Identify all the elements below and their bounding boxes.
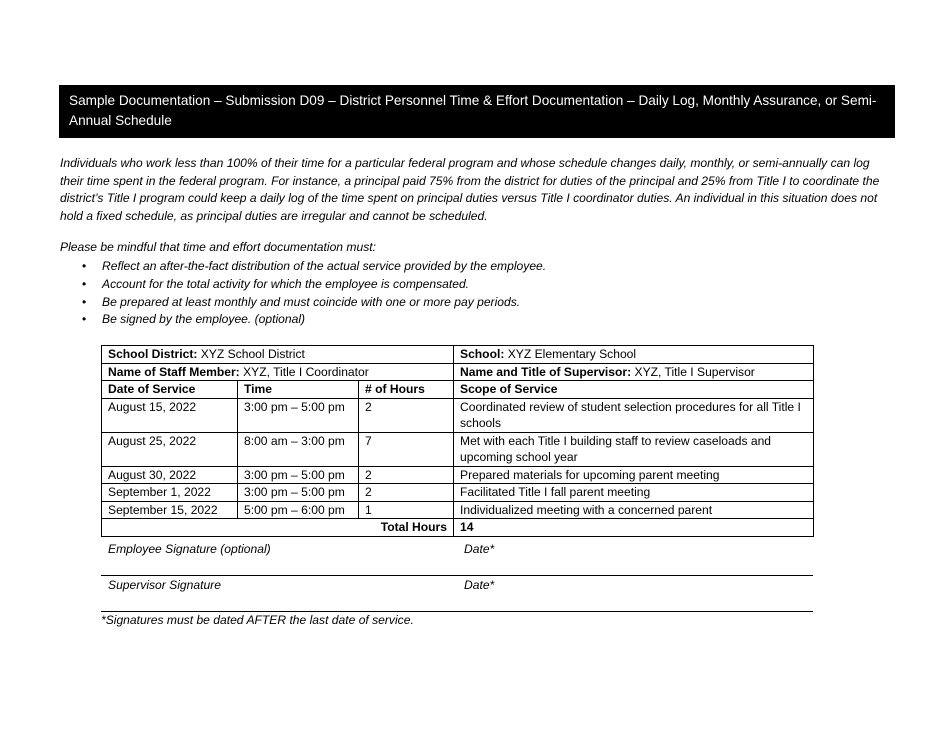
staff-row <box>102 363 814 381</box>
bullet-icon: • <box>82 294 87 309</box>
list-item: • Account for the total activity for which the employee is compensated. <box>82 276 546 294</box>
column-header: # of Hours <box>359 381 454 399</box>
signature-note: *Signatures must be dated AFTER the last date of service. <box>101 613 414 627</box>
table-row: September 15, 2022 5:00 pm – 6:00 pm 1 Individualized meeting with a concerned parent <box>102 501 814 519</box>
bullet-icon: • <box>82 276 87 291</box>
time-effort-log-table <box>101 345 814 537</box>
supervisor-date-label: Date* <box>464 578 495 592</box>
document-title: Sample Documentation – Submission D09 – District Personnel Time & Effort Documentation – Daily Log, Monthly Assurance, or Semi-Annual Schedule <box>69 93 877 128</box>
requirements-list <box>82 258 546 329</box>
mindful-heading: Please be mindful that time and effort documentation must: <box>60 240 376 254</box>
staff-member-cell: Name of Staff Member: XYZ, Title I Coordinator <box>102 363 454 381</box>
total-hours-value: 14 <box>454 519 814 537</box>
list-item: • Be signed by the employee. (optional) <box>82 311 546 329</box>
employee-date-label: Date* <box>464 542 495 556</box>
supervisor-cell: Name and Title of Supervisor: XYZ, Title I Supervisor <box>454 363 814 381</box>
list-item: • Reflect an after-the-fact distribution of the actual service provided by the employee. <box>82 258 546 276</box>
table-row: August 15, 2022 3:00 pm – 5:00 pm 2 Coordinated review of student selection procedures for all Title I schools <box>102 398 814 432</box>
supervisor-signature-line <box>101 611 813 612</box>
table-row: September 1, 2022 3:00 pm – 5:00 pm 2 Facilitated Title I fall parent meeting <box>102 484 814 502</box>
column-header: Time <box>238 381 359 399</box>
supervisor-signature-label: Supervisor Signature <box>108 578 221 592</box>
column-header: Scope of Service <box>454 381 814 399</box>
column-header: Date of Service <box>102 381 238 399</box>
district-row <box>102 346 814 364</box>
employee-signature-line <box>101 575 813 576</box>
employee-signature-label: Employee Signature (optional) <box>108 542 271 556</box>
school-cell: School: XYZ Elementary School <box>454 346 814 364</box>
total-hours-label: Total Hours <box>102 519 454 537</box>
document-title-banner <box>59 85 895 138</box>
bullet-icon: • <box>82 312 87 327</box>
table-row: August 30, 2022 3:00 pm – 5:00 pm 2 Prepared materials for upcoming parent meeting <box>102 466 814 484</box>
bullet-icon: • <box>82 259 87 273</box>
table-row: August 25, 2022 8:00 am – 3:00 pm 7 Met with each Title I building staff to review caseloads and upcoming school year <box>102 432 814 466</box>
total-hours-row <box>102 519 814 537</box>
list-item: • Be prepared at least monthly and must coincide with one or more pay periods. <box>82 294 546 312</box>
table-header-row <box>102 381 814 399</box>
school-district-cell: School District: XYZ School District <box>102 346 454 364</box>
intro-paragraph: Individuals who work less than 100% of their time for a particular federal program and whose schedule changes daily, monthly, or semi-annually can log their time spent in the federal program. For instance, a principal paid 75% from the district for duties of the principal and 25% from Title I to coordinate the district’s Title I program could keep a daily log of the time spent on principal duties versus Title I coordinator duties. An individual in this situation does not hold a fixed schedule, as principal duties are irregular and cannot be scheduled. <box>60 156 880 223</box>
